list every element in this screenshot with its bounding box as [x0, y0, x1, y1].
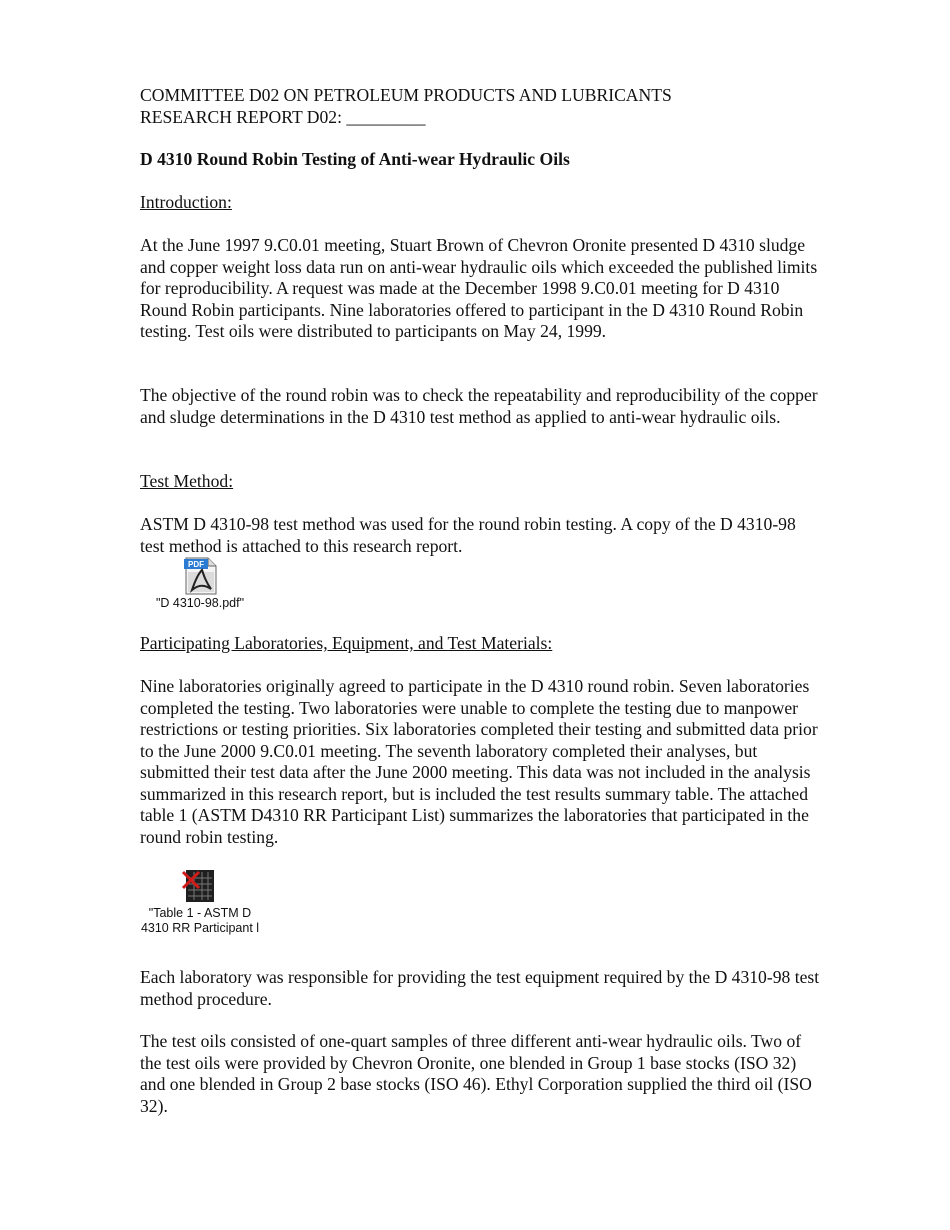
- test-method-paragraph: ASTM D 4310-98 test method was used for the round robin testing. A copy of the D 4310-98 test method is attached to this research report.: [140, 514, 796, 556]
- participants-paragraph-1: Nine laboratories originally agreed to participate in the D 4310 round robin. Seven laboratories completed the testing. Two laboratories were unable to complete the testing due to manpower restrictions or testing priorities. Six laboratories completed their testing and submitted data prior to the June 2000 9.C0.01 meeting. The seventh laboratory completed their analyses, but submitted their test data after the June 2000 meeting. This data was not included in the analysis summarized in this research report, but is included the test results summary table. The attached table 1 (ASTM D4310 RR Participant List) summarizes the laboratories that participated in the round robin testing.: [140, 676, 818, 847]
- introduction-paragraph-2: The objective of the round robin was to check the repeatability and reproducibility of the copper and sludge determinations in the D 4310 test method as applied to anti-wear hydraulic oils.: [140, 385, 818, 427]
- pdf-file-icon: [180, 556, 220, 596]
- pdf-attachment-label: "D 4310-98.pdf": [155, 596, 245, 610]
- document-title: D 4310 Round Robin Testing of Anti-wear Hydraulic Oils: [140, 149, 570, 169]
- participants-paragraph-3: The test oils consisted of one-quart samples of three different anti-wear hydraulic oils. Two of the test oils were provided by Chevron Oronite, one blended in Group 1 base stocks (ISO 32) and one blended in Group 2 base stocks (ISO 46). Ethyl Corporation supplied the third oil (ISO 32).: [140, 1031, 812, 1116]
- research-report-line: RESEARCH REPORT D02: _________: [140, 106, 426, 127]
- table-attachment[interactable]: [137, 866, 263, 936]
- test-method-heading: Test Method:: [140, 471, 234, 491]
- committee-line: COMMITTEE D02 ON PETROLEUM PRODUCTS AND LUBRICANTS: [140, 85, 672, 105]
- pdf-attachment[interactable]: [145, 556, 255, 611]
- participants-paragraph-2: Each laboratory was responsible for providing the test equipment required by the D 4310-98 test method procedure.: [140, 967, 820, 1009]
- participants-heading: Participating Laboratories, Equipment, and Test Materials:: [140, 633, 553, 653]
- table-attachment-label-line2: 4310 RR Participant l: [140, 921, 260, 935]
- document-header: [140, 85, 820, 128]
- introduction-heading: Introduction:: [140, 192, 232, 212]
- introduction-paragraph-1: At the June 1997 9.C0.01 meeting, Stuart Brown of Chevron Oronite presented D 4310 sludge and copper weight loss data run on anti-wear hydraulic oils which exceeded the published limits for reproducibility. A request was made at the December 1998 9.C0.01 meeting for D 4310 Round Robin participants. Nine laboratories offered to participant in the D 4310 Round Robin testing. Test oils were distributed to participants on May 24, 1999.: [140, 235, 818, 341]
- pdf-icon-text: PDF: [188, 560, 204, 569]
- table-attachment-label-line1: "Table 1 - ASTM D: [148, 906, 252, 920]
- spreadsheet-file-icon: [180, 866, 220, 906]
